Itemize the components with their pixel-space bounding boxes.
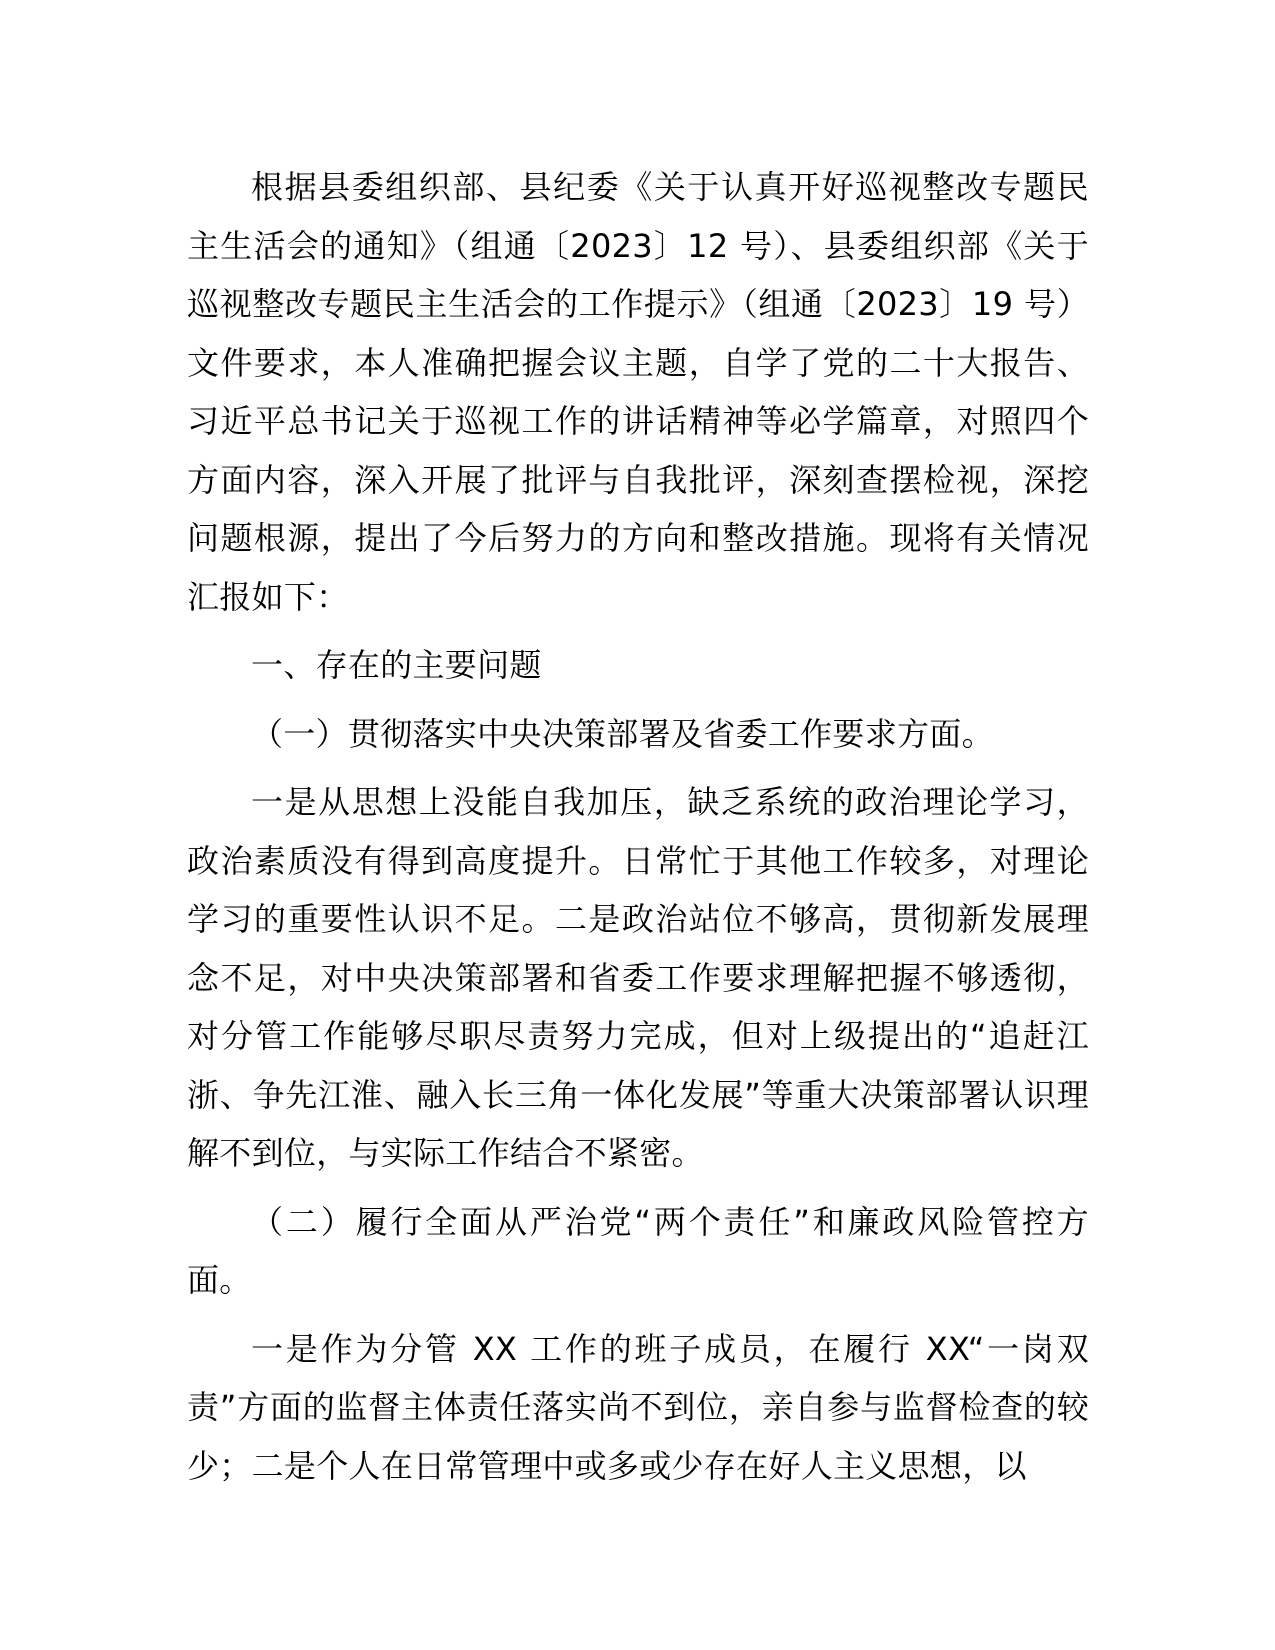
intro-paragraph: 根据县委组织部、县纪委《关于认真开好巡视整改专题民主生活会的通知》（组通〔2023〕12 号）、县委组织部《关于巡视整改专题民主生活会的工作提示》（组通〔2023〕19 号）文件要求，本人准确把握会议主题，自学了党的二十大报告、习近平总书记关于巡视工作的讲话精神等必学篇章，对照四个方面内容，深入开展了批评与自我批评，深刻查摆检视，深挖问题根源，提出了今后努力的方向和整改措施。现将有关情况汇报如下： bbox=[187, 168, 1089, 616]
subsection-1-paragraph: 一是从思想上没能自我加压，缺乏系统的政治理论学习，政治素质没有得到高度提升。日常忙于其他工作较多，对理论学习的重要性认识不足。二是政治站位不够高，贯彻新发展理念不足，对中央决策部署和省委工作要求理解把握不够透彻，对分管工作能够尽职尽责努力完成，但对上级提出的“追赶江浙、争先江淮、融入长三角一体化发展”等重大决策部署认识理解不到位，与实际工作结合不紧密。 bbox=[187, 783, 1089, 1172]
document-body bbox=[187, 158, 1089, 1495]
subsection-heading-2: （二）履行全面从严治党“两个责任”和廉政风险管控方面。 bbox=[187, 1202, 1089, 1299]
section-heading: 一、存在的主要问题 bbox=[251, 646, 542, 684]
subsection-2-paragraph: 一是作为分管 XX 工作的班子成员，在履行 XX“一岗双责”方面的监督主体责任落实尚不到位，亲自参与监督检查的较少；二是个人在日常管理中或多或少存在好人主义思想，以 bbox=[187, 1329, 1089, 1485]
subsection-heading-1: （一）贯彻落实中央决策部署及省委工作要求方面。 bbox=[251, 714, 994, 753]
